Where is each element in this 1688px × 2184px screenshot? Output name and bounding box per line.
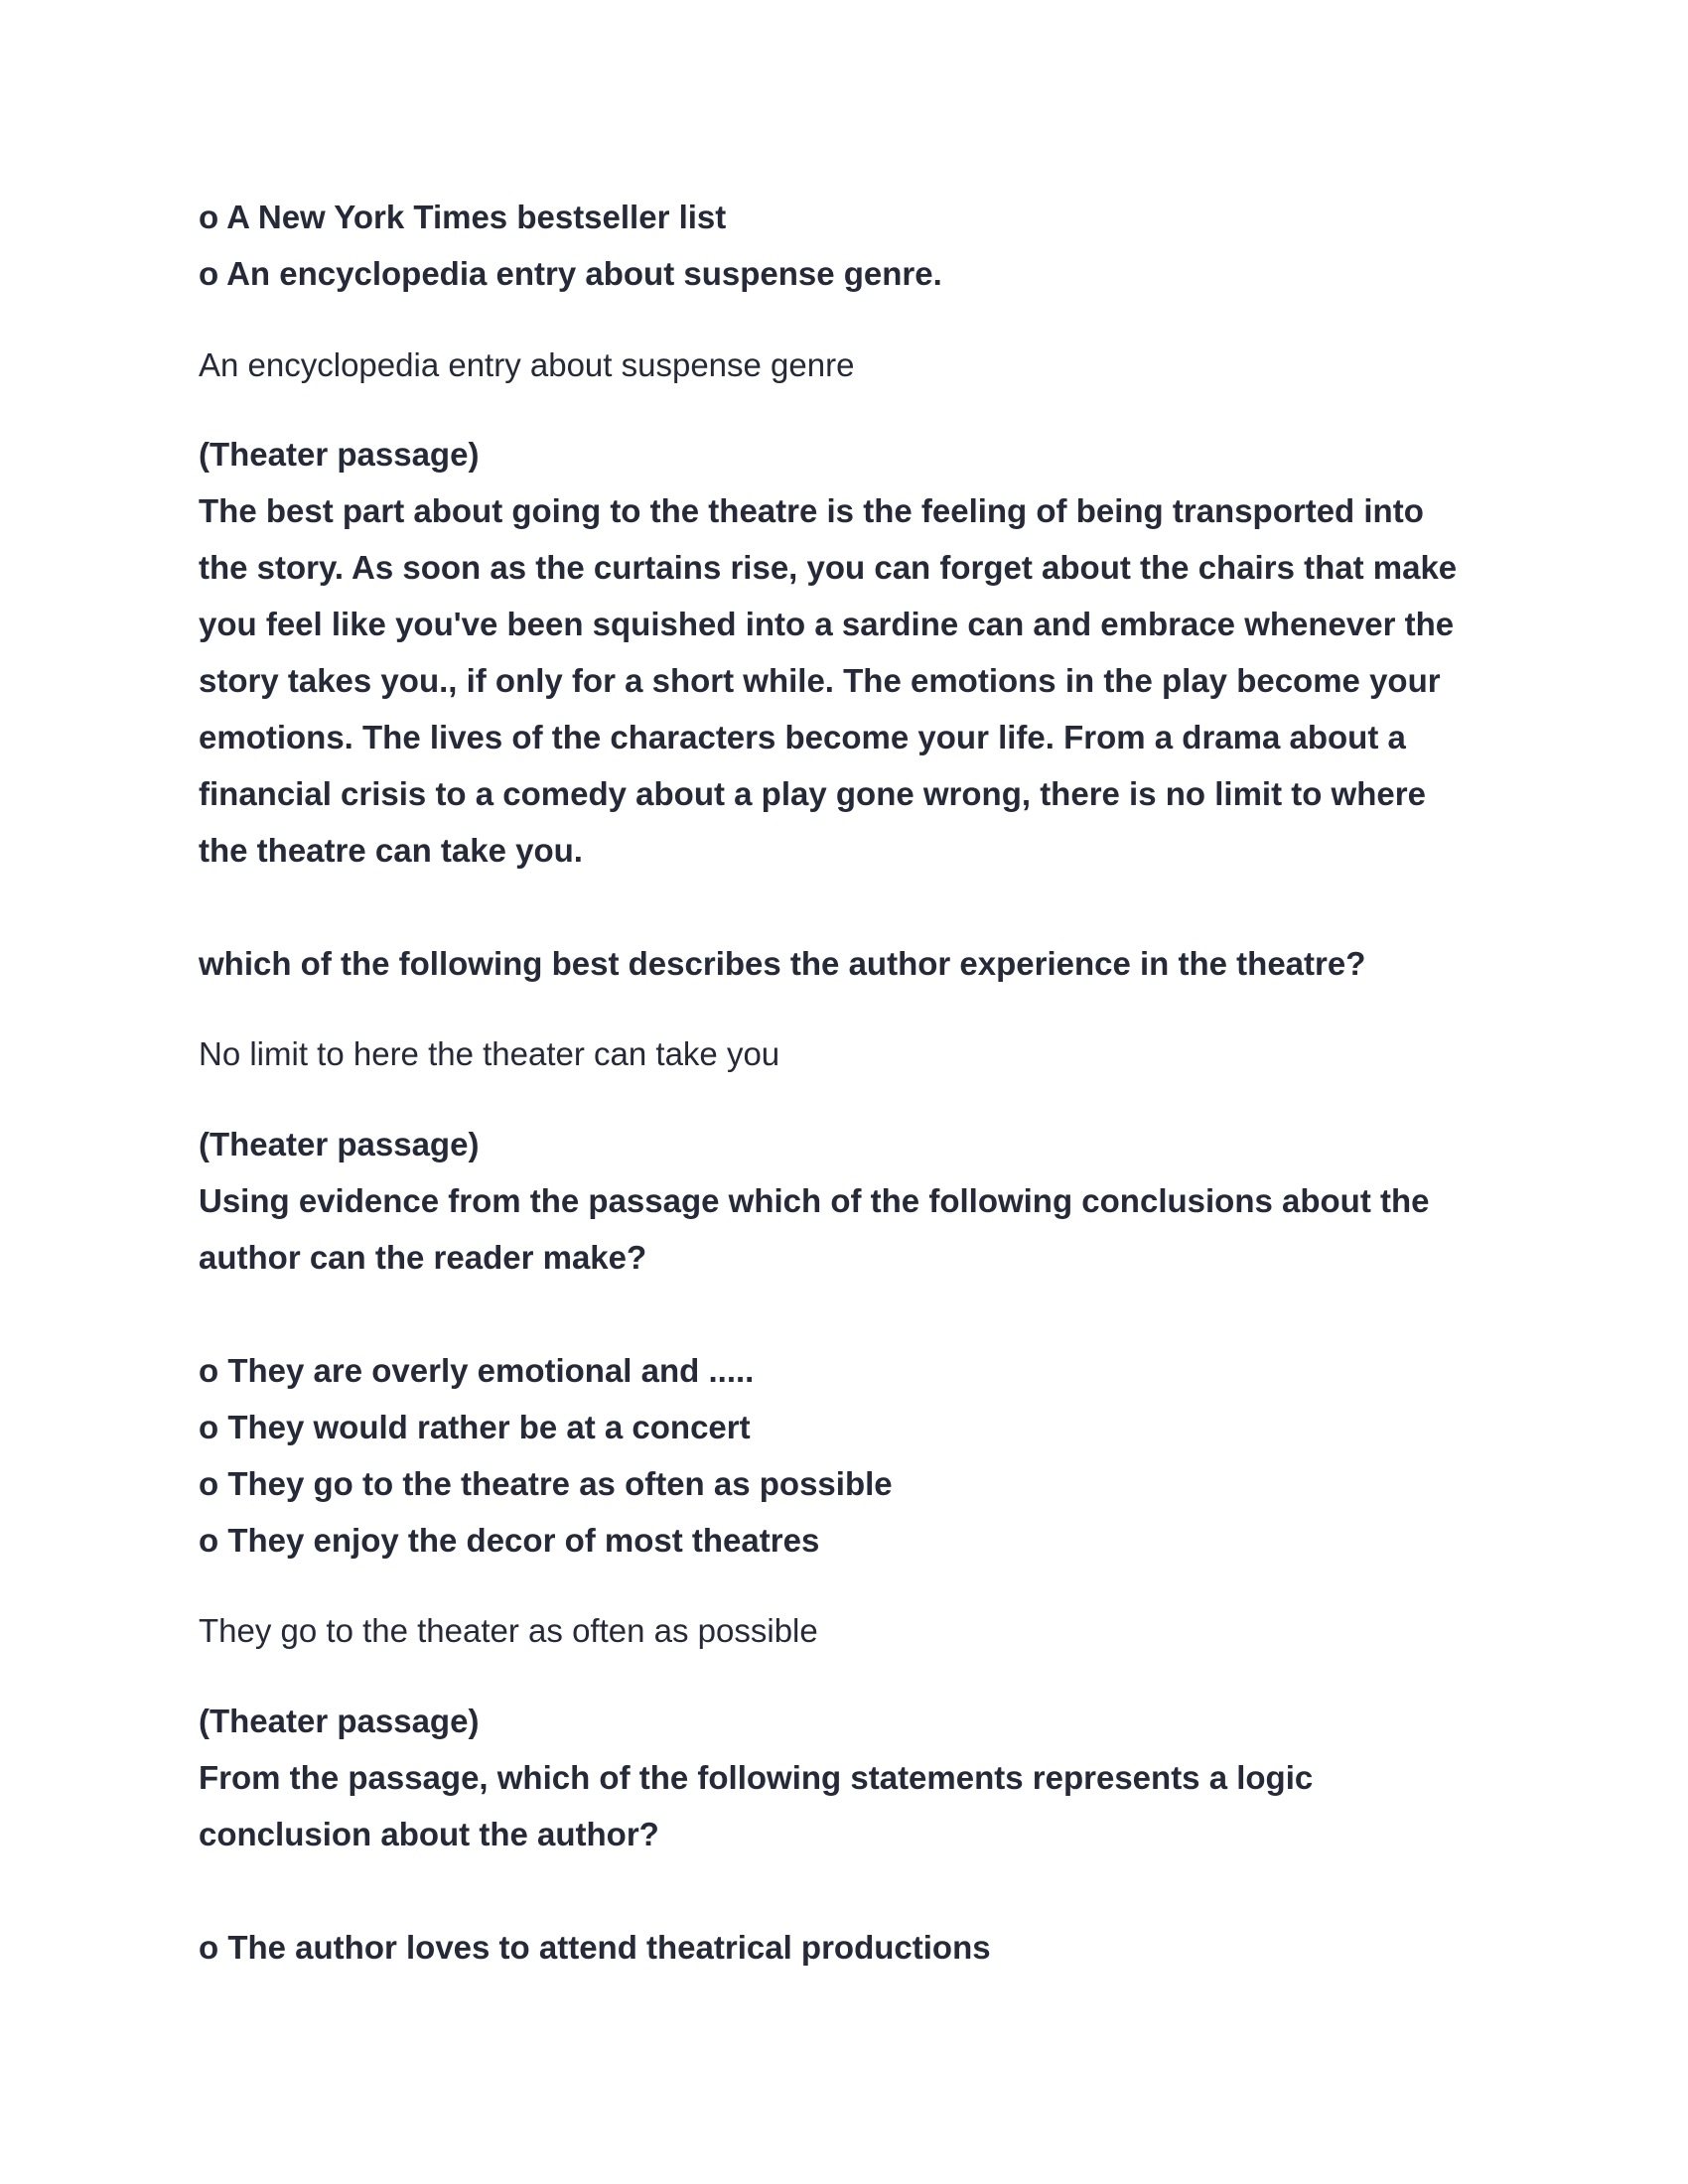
passage-tag: (Theater passage) — [199, 1126, 480, 1162]
passage-tag: (Theater passage) — [199, 436, 480, 473]
option-item: o A New York Times bestseller list — [199, 199, 727, 235]
option-item: o They would rather be at a concert — [199, 1409, 751, 1445]
passage-line: story takes you., if only for a short while. The emotions in the play become your — [199, 662, 1441, 699]
passage-line: emotions. The lives of the characters become your life. From a drama about a — [199, 719, 1406, 755]
option-item: o They are overly emotional and ..... — [199, 1352, 755, 1389]
passage-line: the theatre can take you. — [199, 832, 583, 869]
question-text: which of the following best describes the author experience in the theatre? — [199, 945, 1366, 982]
answer-text: No limit to here the theater can take you — [199, 1035, 780, 1072]
option-item: o They enjoy the decor of most theatres — [199, 1522, 820, 1559]
option-item: o An encyclopedia entry about suspense genre. — [199, 255, 942, 292]
question-line: From the passage, which of the following statements represents a logic — [199, 1759, 1314, 1796]
passage-tag: (Theater passage) — [199, 1703, 480, 1739]
question-line: conclusion about the author? — [199, 1816, 659, 1852]
question-line: Using evidence from the passage which of the following conclusions about the — [199, 1182, 1430, 1219]
passage-line: financial crisis to a comedy about a play gone wrong, there is no limit to where — [199, 775, 1426, 812]
passage-line: The best part about going to the theatre is the feeling of being transported into — [199, 492, 1424, 529]
option-item: o The author loves to attend theatrical productions — [199, 1929, 991, 1966]
answer-text: They go to the theater as often as possible — [199, 1612, 818, 1649]
passage-line: you feel like you've been squished into a sardine can and embrace whenever the — [199, 606, 1455, 642]
passage-line: the story. As soon as the curtains rise, you can forget about the chairs that make — [199, 549, 1458, 586]
question-line: author can the reader make? — [199, 1239, 647, 1276]
option-item: o They go to the theatre as often as possible — [199, 1465, 893, 1502]
answer-text: An encyclopedia entry about suspense genre — [199, 346, 855, 383]
